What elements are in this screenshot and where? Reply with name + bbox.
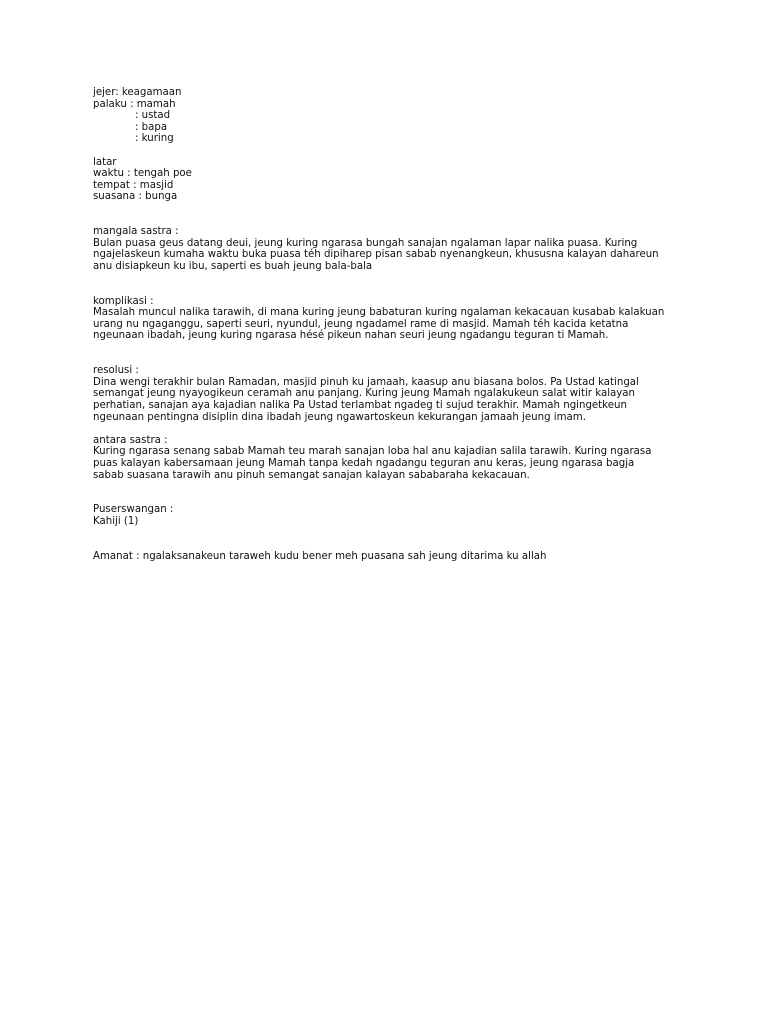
mangala-line-1: Bulan puasa geus datang deui, jeung kuring ngarasa bungah sanajan ngalaman lapar nalika puasa. Kuring (93, 237, 638, 249)
resolusi-heading: resolusi : (93, 365, 139, 377)
resolusi-line-1: Dina wengi terakhir bulan Ramadan, masjid pinuh ku jamaah, kaasup anu biasana bolos. Pa Ustad katingal (93, 376, 639, 388)
spacer (93, 145, 693, 157)
document-body (93, 87, 693, 562)
resolusi-line-4: ngeunaan pentingna disiplin dina ibadah jeung ngawartoskeun kekurangan jamaah jeung imam. (93, 411, 586, 423)
spacer (93, 273, 693, 296)
puserswangan-value: Kahiji (1) (93, 515, 139, 527)
palaku-line: palaku : mamah (93, 98, 176, 110)
spacer (93, 342, 693, 365)
antara-line-3: sabab suasana tarawih anu pinuh semangat sanajan kalayan sababaraha kekacauan. (93, 469, 530, 481)
spacer (93, 481, 693, 504)
spacer (93, 528, 693, 551)
komplikasi-line-3: ngeunaan ibadah, jeung kuring ngarasa hésé pikeun nahan seuri jeung ngadangu teguran ti Mamah. (93, 330, 609, 342)
palaku-item-bapa: : bapa (135, 121, 168, 133)
mangala-heading: mangala sastra : (93, 226, 179, 238)
resolusi-section (93, 365, 693, 423)
puserswangan-heading: Puserswangan : (93, 504, 174, 516)
komplikasi-section (93, 296, 693, 342)
mangala-section (93, 226, 693, 272)
mangala-line-2: ngajelaskeun kumaha waktu buka puasa téh dipiharep pisan sabab nyenangkeun, khususna kalayan dahareun (93, 249, 659, 261)
spacer (93, 423, 693, 435)
latar-heading: latar (93, 156, 117, 168)
komplikasi-line-1: Masalah muncul nalika tarawih, di mana kuring jeung babaturan kuring ngalaman kekacauan kusabab kalakuan (93, 307, 665, 319)
antara-line-1: Kuring ngarasa senang sabab Mamah teu marah sanajan loba hal anu kajadian salila tarawih. Kuring ngarasa (93, 446, 652, 458)
komplikasi-line-2: urang nu ngaganggu, saperti seuri, nyundul, jeung ngadamel rame di masjid. Mamah téh kacida ketatna (93, 318, 629, 330)
antara-heading: antara sastra : (93, 434, 168, 446)
palaku-item-ustad: : ustad (135, 110, 171, 122)
jejer-line: jejer: keagamaan (93, 87, 182, 98)
spacer (93, 203, 693, 226)
latar-tempat: tempat : masjid (93, 179, 174, 191)
resolusi-line-2: semangat jeung nyayogikeun ceramah anu panjang. Kuring jeung Mamah ngalakukeun salat witir kalayan (93, 388, 635, 400)
antara-line-2: puas kalayan kabersamaan jeung Mamah tanpa kedah ngadangu teguran anu keras, jeung ngarasa bagja (93, 458, 635, 469)
antara-section (93, 435, 693, 481)
latar-waktu: waktu : tengah poe (93, 168, 192, 180)
amanat-line: Amanat : ngalaksanakeun taraweh kudu bener meh puasana sah jeung ditarima ku allah (93, 550, 547, 562)
latar-suasana: suasana : bunga (93, 191, 178, 203)
komplikasi-heading: komplikasi : (93, 295, 154, 307)
palaku-item-kuring: : kuring (135, 133, 174, 145)
resolusi-line-3: perhatian, sanajan aya kajadian nalika Pa Ustad terlambat ngadeg ti sujud terakhir. Mamah ngingetkeun (93, 400, 627, 412)
mangala-line-3: anu disiapkeun ku ibu, saperti es buah jeung bala-bala (93, 260, 373, 272)
